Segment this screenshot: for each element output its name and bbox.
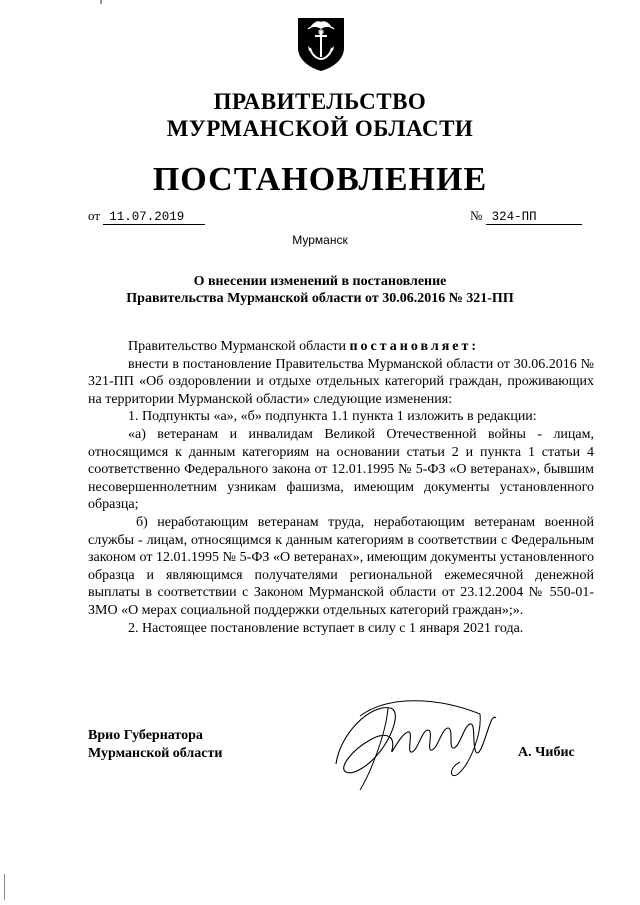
paragraph-item-2: 2. Настоящее постановление вступает в силу с 1 января 2021 года. — [128, 620, 524, 636]
signer-name: А. Чибис — [518, 745, 575, 760]
coat-of-arms-icon — [296, 14, 346, 72]
date-line — [88, 208, 205, 225]
subject-line1: О внесении изменений в постановление — [193, 274, 447, 289]
date-value: 11.07.2019 — [103, 210, 205, 225]
paragraph-subitem-b: б) неработающим ветеранам труда, неработающим ветеранам военной службы - лицам, относящимся к данным категориям в соответствии с Федеральным законом от 12.01.1995 № 5-ФЗ «О ветеранах», имеющим документы установленного образца и являющимся получателями региональной ежемесячной денежной выплаты в соответствии с Законом Мурманской области от 23.12.2004 № 550-01-ЗМО «О мерах социальной поддержки отдельных категорий граждан»;». — [88, 514, 594, 618]
document-type: ПОСТАНОВЛЕНИЕ — [152, 161, 488, 198]
intro-text: Правительство Мурманской области — [128, 339, 350, 354]
subject-line2: Правительства Мурманской области от 30.06.2016 № 321-ПП — [126, 291, 514, 306]
paragraph-amend: внести в постановление Правительства Мурманской области от 30.06.2016 № 321-ПП «Об оздоровлении и отдыхе отдельных категорий граждан, проживающих на территории Мурманской области» следующие изменения: — [88, 356, 594, 407]
city: Мурманск — [292, 233, 348, 247]
signer-position-line1: Врио Губернатора — [88, 728, 203, 743]
org-name-line2: МУРМАНСКОЙ ОБЛАСТИ — [166, 116, 474, 141]
number-value: 324-ПП — [486, 210, 582, 225]
handwritten-signature-icon — [330, 694, 500, 794]
intro-paragraph — [88, 338, 594, 356]
signer-position-line2: Мурманской области — [88, 746, 223, 761]
scan-edge-artifact — [4, 874, 5, 900]
paragraph-item-1: 1. Подпункты «а», «б» подпункта 1.1 пункта 1 изложить в редакции: — [128, 409, 537, 425]
number-label: № — [470, 208, 483, 223]
resolution-word: постановляет: — [349, 339, 480, 354]
date-label: от — [88, 208, 101, 223]
document-body — [88, 338, 594, 637]
org-name-line1: ПРАВИТЕЛЬСТВО — [213, 89, 427, 114]
signer-position — [88, 727, 222, 763]
paragraph-subitem-a: «а) ветеранам и инвалидам Великой Отечественной войны - лицам, относящимся к данным категориям на основании статьи 2 и пункта 1 статьи 4 соответственно Федерального закона от 12.01.1995 № 5-ФЗ «О ветеранах», бывшим несовершеннолетним узникам фашизма, имеющим документы установленного образца; — [88, 426, 594, 513]
scan-artifact — [100, 0, 102, 4]
number-line — [470, 208, 582, 225]
